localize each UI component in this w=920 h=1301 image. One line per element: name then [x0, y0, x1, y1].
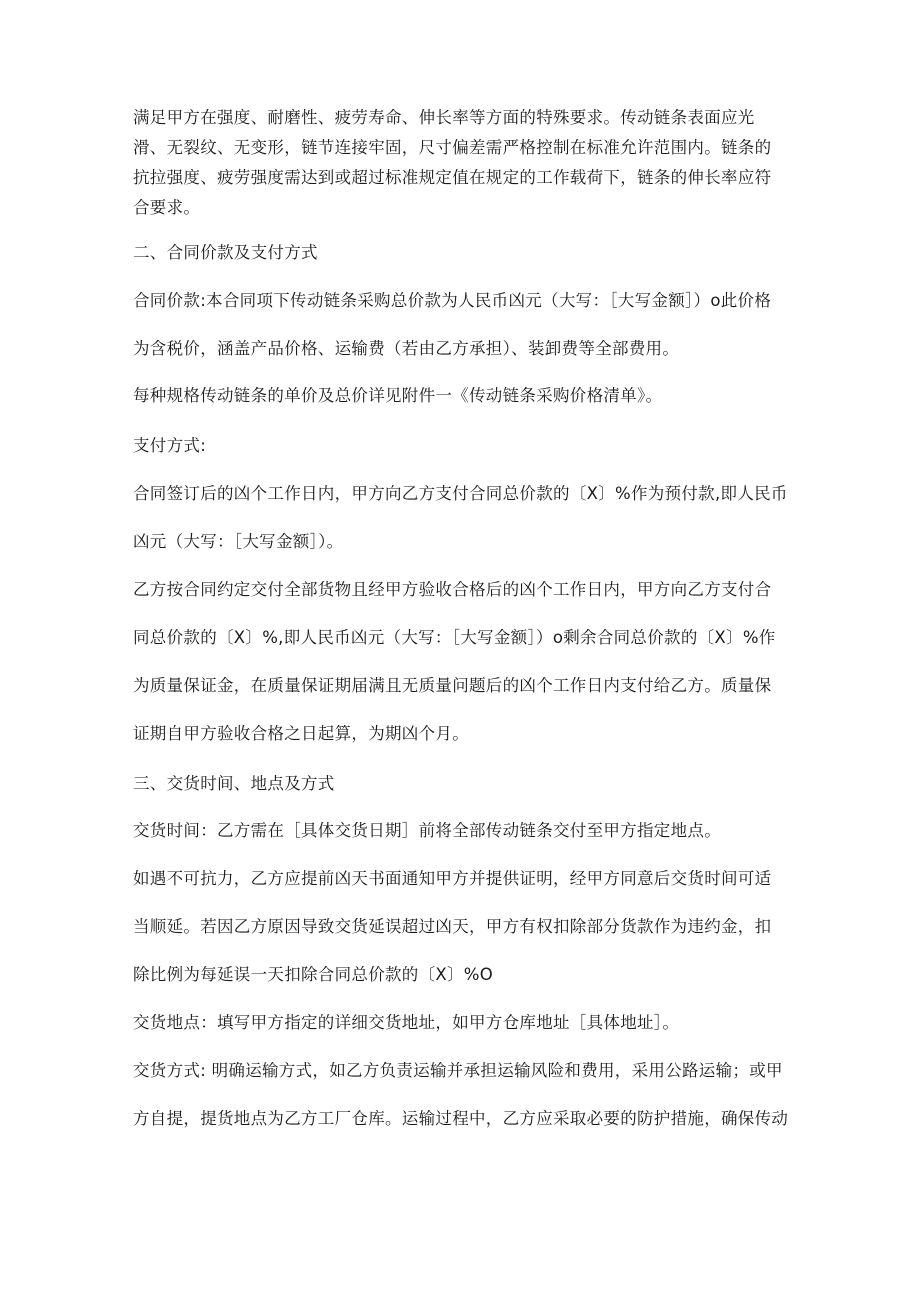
paragraph-line: 除比例为每延误一天扣除合同总价款的〔X〕%O: [133, 965, 494, 984]
paragraph-line: 支付方式:: [133, 436, 207, 455]
paragraph-line: 同总价款的〔X〕%,即人民币凶元（大写：［大写金额］）o剩余合同总价款的〔X〕%作: [133, 628, 776, 647]
paragraph-line: 当顺延。若因乙方原因导致交货延误超过凶天，甲方有权扣除部分货款作为违约金，扣: [133, 917, 772, 936]
paragraph-line: 合同价款:本合同项下传动链条采购总价款为人民币凶元（大写：［大写金额］）o此价格: [133, 291, 772, 310]
paragraph-line: 合同签订后的凶个工作日内，甲方向乙方支付合同总价款的〔X〕%作为预付款,即人民币: [133, 484, 788, 503]
paragraph-line: 合要求。: [133, 198, 201, 217]
paragraph-line: 交货地点：填写甲方指定的详细交货地址，如甲方仓库地址［具体地址］。: [133, 1013, 680, 1032]
paragraph-line: 滑、无裂纹、无变形，链节连接牢固，尺寸偏差需严格控制在标准允许范围内。链条的: [133, 138, 772, 157]
paragraph-line: 证期自甲方验收合格之日起算，为期凶个月。: [133, 724, 469, 743]
paragraph-line: 方自提，提货地点为乙方工厂仓库。运输过程中，乙方应采取必要的防护措施，确保传动: [133, 1109, 789, 1128]
paragraph-line: 如遇不可抗力，乙方应提前凶天书面通知甲方并提供证明，经甲方同意后交货时间可适: [133, 869, 772, 888]
paragraph-line: 凶元（大写：［大写金额］）。: [133, 532, 344, 551]
paragraph-line: 满足甲方在强度、耐磨性、疲劳寿命、伸长率等方面的特殊要求。传动链条表面应光: [133, 108, 755, 127]
section-heading: 二、合同价款及支付方式: [133, 243, 318, 262]
paragraph-line: 抗拉强度、疲劳强度需达到或超过标准规定值在规定的工作载荷下，链条的伸长率应符: [133, 168, 772, 187]
paragraph-line: 为质量保证金，在质量保证期届满且无质量问题后的凶个工作日内支付给乙方。质量保: [133, 676, 772, 695]
paragraph-line: 交货方式: 明确运输方式，如乙方负责运输并承担运输风险和费用，采用公路运输；或甲: [133, 1061, 783, 1080]
paragraph-line: 交货时间：乙方需在［具体交货日期］前将全部传动链条交付至甲方指定地点。: [133, 821, 721, 840]
section-heading: 三、交货时间、地点及方式: [133, 774, 335, 793]
paragraph-line: 每种规格传动链条的单价及总价详见附件一《传动链条采购价格清单》。: [133, 386, 663, 405]
paragraph-line: 乙方按合同约定交付全部货物且经甲方验收合格后的凶个工作日内，甲方向乙方支付合: [133, 580, 772, 599]
paragraph-line: 为含税价，涵盖产品价格、运输费（若由乙方承担）、装卸费等全部费用。: [133, 339, 680, 358]
